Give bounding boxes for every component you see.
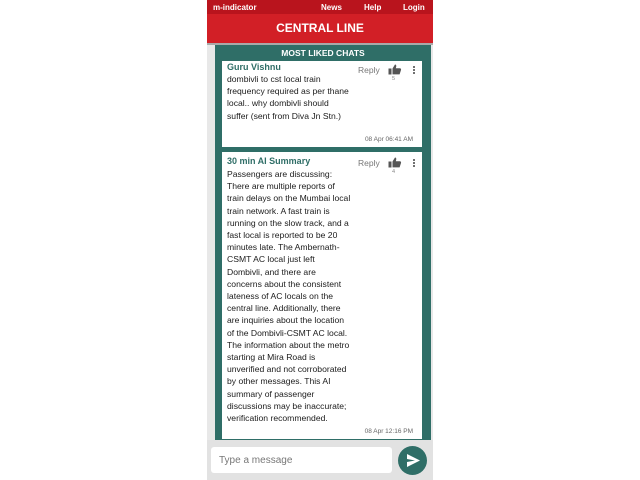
reply-button[interactable]: Reply (358, 158, 380, 168)
message-input[interactable] (211, 447, 392, 473)
like-count: 4 (392, 169, 396, 175)
top-nav-bar (207, 0, 433, 14)
send-button[interactable] (398, 446, 427, 475)
send-icon (398, 446, 427, 475)
message-text: dombivli to cst local train frequency required as per thane local.. why dombivli should suffer (sent from Diva Jn Stn.) (227, 74, 349, 121)
app-brand: m-indicator (213, 3, 257, 12)
nav-news-link[interactable]: News (321, 3, 342, 12)
message-text: Passengers are discussing: There are multiple reports of train delays on the Mumbai local train network. A fast train is running on the slow track, and a fast local is reported to be 20 minutes late. The Ambernath-CSMT AC local just left Dombivli, and there are concerns about the consistent lateness of AC locals on the central line. Additionally, there are inquiries about the location of the Dombivli-CSMT AC local. The information about the metro starting at Mira Road is unverified and not corroborated by other messages. This AI summary of passenger discussions may be inaccurate; verification recommended. (227, 169, 351, 424)
like-count: 5 (392, 76, 396, 82)
more-vert-icon[interactable] (412, 66, 416, 75)
page-title: CENTRAL LINE (207, 14, 433, 43)
message-composer (207, 440, 433, 480)
chat-message-card (222, 152, 422, 439)
more-vert-icon[interactable] (412, 159, 416, 168)
message-timestamp: 08 Apr 12:16 PM (364, 428, 413, 435)
message-timestamp: 08 Apr 06:41 AM (364, 136, 413, 143)
message-author: 30 min AI Summary (227, 156, 311, 166)
nav-login-link[interactable]: Login (403, 3, 425, 12)
thumbs-up-icon[interactable] (388, 157, 402, 168)
phone-screen (207, 0, 433, 480)
message-author: Guru Vishnu (227, 62, 281, 72)
chat-panel (215, 45, 431, 440)
nav-help-link[interactable]: Help (364, 3, 382, 12)
reply-button[interactable]: Reply (358, 65, 380, 75)
section-title: MOST LIKED CHATS (281, 48, 365, 58)
chat-message-card (222, 61, 422, 147)
thumbs-up-icon[interactable] (388, 64, 402, 75)
